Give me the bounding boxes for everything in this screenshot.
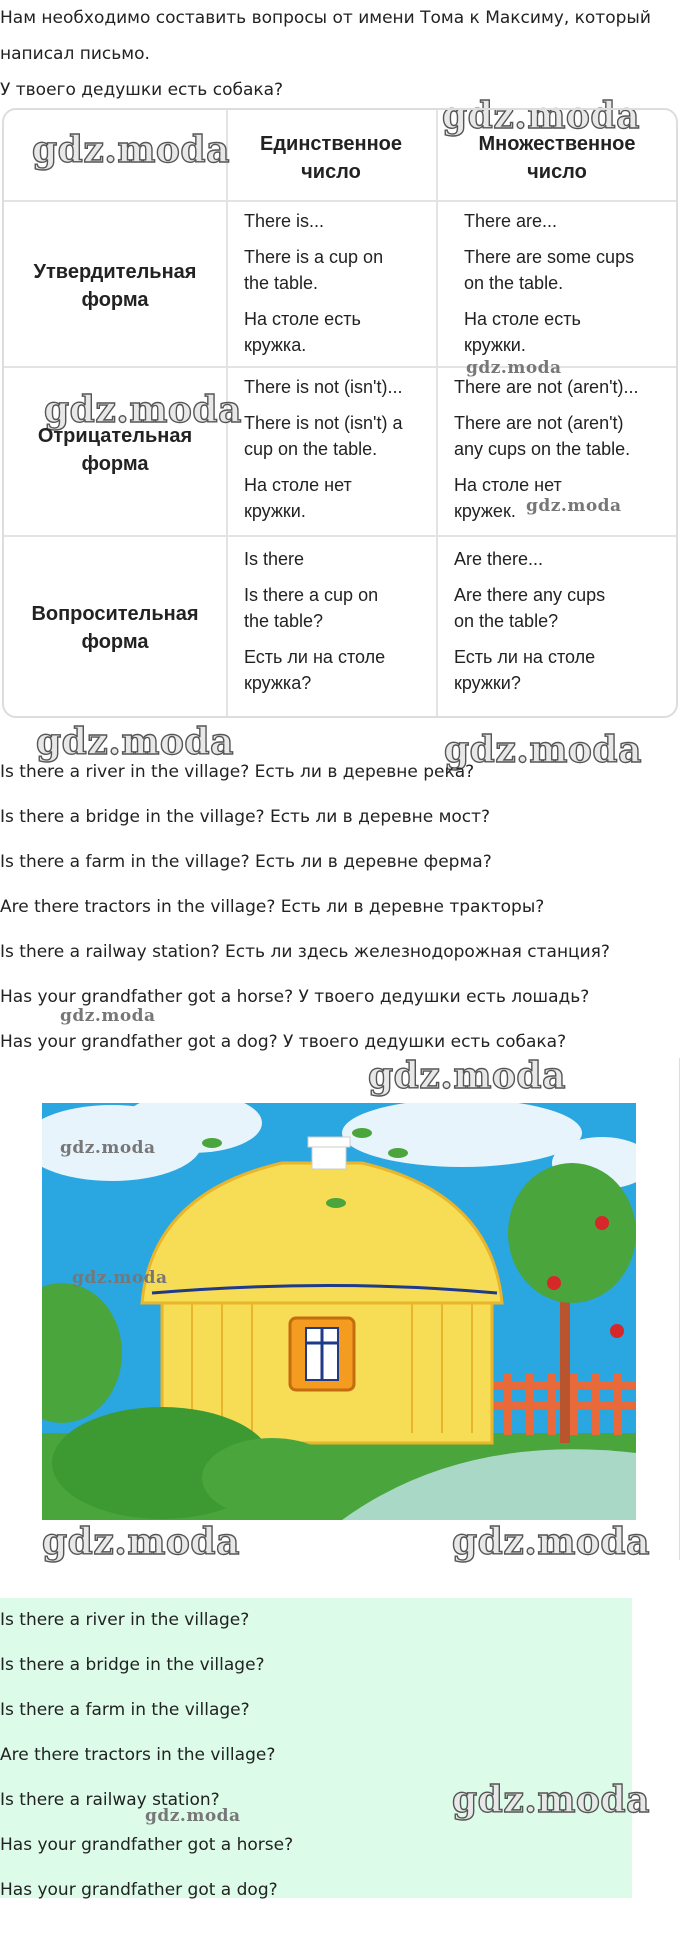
cell-interrogative-plural: Are there... Are there any cups on the table? Есть ли на столе кружки? xyxy=(454,549,606,693)
answer-6: Has your grandfather got a horse? xyxy=(0,1835,294,1855)
answer-5: Is there a railway station? xyxy=(0,1790,220,1810)
answer-4: Are there tractors in the village? xyxy=(0,1745,276,1765)
watermark: gdz.moda xyxy=(44,389,242,431)
watermark: gdz.moda xyxy=(36,721,234,763)
question-4: Are there tractors in the village? Есть ли в деревне тракторы? xyxy=(0,897,545,917)
watermark: gdz.moda xyxy=(368,1055,566,1097)
header-singular: Единственное число xyxy=(260,133,402,183)
watermark: gdz.moda xyxy=(466,358,562,378)
watermark: gdz.moda xyxy=(32,129,230,171)
row-label-negative: Отрицательная форма xyxy=(37,425,193,475)
intro-line-3: У твоего дедушки есть собака? xyxy=(0,80,284,100)
watermark: gdz.moda xyxy=(60,1138,156,1158)
watermark: gdz.moda xyxy=(444,729,642,771)
answer-3: Is there a farm in the village? xyxy=(0,1700,250,1720)
thatched-house-illustration xyxy=(42,1103,636,1520)
row-label-affirmative: Утвердительная форма xyxy=(33,261,197,311)
question-6: Has your grandfather got a horse? У твоего дедушки есть лошадь? xyxy=(0,987,590,1007)
cell-negative-singular: There is not (isn't)... There is not (isn't) a cup on the table. На столе нет кружки. xyxy=(244,377,403,521)
watermark: gdz.moda xyxy=(452,1521,650,1563)
watermark: gdz.moda xyxy=(526,496,622,516)
watermark: gdz.moda xyxy=(442,95,640,137)
answer-7: Has your grandfather got a dog? xyxy=(0,1880,278,1900)
header-plural: Множественное число xyxy=(478,133,636,183)
row-label-interrogative: Вопросительная форма xyxy=(31,603,199,653)
watermark: gdz.moda xyxy=(452,1779,650,1821)
watermark: gdz.moda xyxy=(60,1006,156,1026)
watermark: gdz.moda xyxy=(72,1268,168,1288)
question-2: Is there a bridge in the village? Есть ли в деревне мост? xyxy=(0,807,491,827)
answers-panel xyxy=(0,1598,632,1898)
watermark: gdz.moda xyxy=(42,1521,240,1563)
cell-negative-plural: There are not (aren't)... There are not (aren't) any cups on the table. На столе нет кружек. xyxy=(454,377,639,521)
cell-affirmative-singular: There is... There is a cup on the table. На столе есть кружка. xyxy=(244,211,384,355)
question-3: Is there a farm in the village? Есть ли в деревне ферма? xyxy=(0,852,492,872)
cell-affirmative-plural: There are... There are some cups on the table. На столе есть кружки. xyxy=(464,211,635,355)
question-5: Is there a railway station? Есть ли здесь железнодорожная станция? xyxy=(0,942,610,962)
answer-2: Is there a bridge in the village? xyxy=(0,1655,265,1675)
question-7: Has your grandfather got a dog? У твоего дедушки есть собака? xyxy=(0,1032,567,1052)
cell-interrogative-singular: Is there Is there a cup on the table? Есть ли на столе кружка? xyxy=(244,549,386,693)
question-1: Is there a river in the village? Есть ли в деревне река? xyxy=(0,762,475,782)
intro-line-1: Нам необходимо составить вопросы от имени Тома к Максиму, который xyxy=(0,8,651,28)
answer-1: Is there a river in the village? xyxy=(0,1610,250,1630)
intro-line-2: написал письмо. xyxy=(0,44,150,64)
watermark: gdz.moda xyxy=(145,1806,241,1826)
grammar-table xyxy=(2,108,678,718)
